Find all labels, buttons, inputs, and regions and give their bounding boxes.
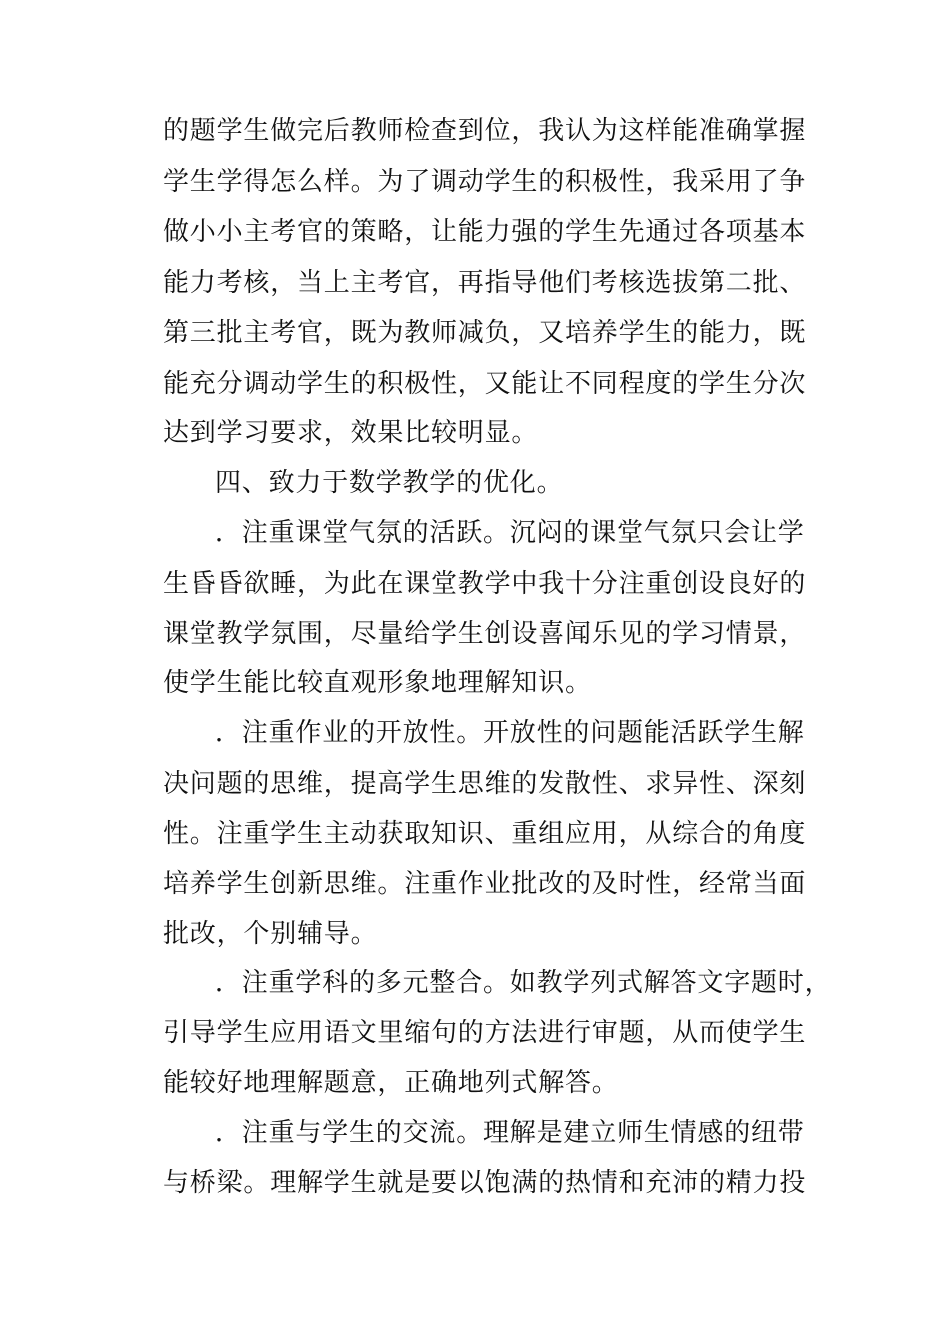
section-heading: 四、致力于数学教学的优化。 (215, 468, 564, 498)
text-line: 性。注重学生主动获取知识、重组应用，从综合的角度 (163, 819, 807, 849)
text-line: ．注重学科的多元整合。如教学列式解答文字题时， (215, 968, 832, 998)
text-line: 学生学得怎么样。为了调动学生的积极性，我采用了争 (163, 167, 807, 197)
text-line: 决问题的思维，提高学生思维的发散性、求异性、深刻 (163, 769, 807, 799)
text-line: 使学生能比较直观形象地理解知识。 (163, 668, 592, 698)
text-line: 能力考核，当上主考官，再指导他们考核选拔第二批、 (163, 268, 807, 298)
text-line: 第三批主考官，既为教师减负，又培养学生的能力，既 (163, 318, 807, 348)
text-line: 能较好地理解题意，正确地列式解答。 (163, 1068, 619, 1098)
text-line: 批改，个别辅导。 (163, 919, 378, 949)
text-line: 能充分调动学生的积极性，又能让不同程度的学生分次 (163, 369, 807, 399)
text-line: 达到学习要求，效果比较明显。 (163, 418, 539, 448)
text-line: ．注重课堂气氛的活跃。沉闷的课堂气氛只会让学 (215, 518, 805, 548)
text-line: 课堂教学氛围，尽量给学生创设喜闻乐见的学习情景， (163, 619, 807, 649)
text-line: 培养学生创新思维。注重作业批改的及时性，经常当面 (163, 869, 807, 899)
text-line: 与桥梁。理解学生就是要以饱满的热情和充沛的精力投 (163, 1168, 807, 1198)
text-line: 做小小主考官的策略，让能力强的学生先通过各项基本 (163, 217, 807, 247)
text-line: ．注重作业的开放性。开放性的问题能活跃学生解 (215, 718, 805, 748)
text-line: 引导学生应用语文里缩句的方法进行审题，从而使学生 (163, 1018, 807, 1048)
text-line: 的题学生做完后教师检查到位，我认为这样能准确掌握 (163, 116, 807, 146)
text-line: ．注重与学生的交流。理解是建立师生情感的纽带 (215, 1118, 805, 1148)
text-line: 生昏昏欲睡，为此在课堂教学中我十分注重创设良好的 (163, 569, 807, 599)
